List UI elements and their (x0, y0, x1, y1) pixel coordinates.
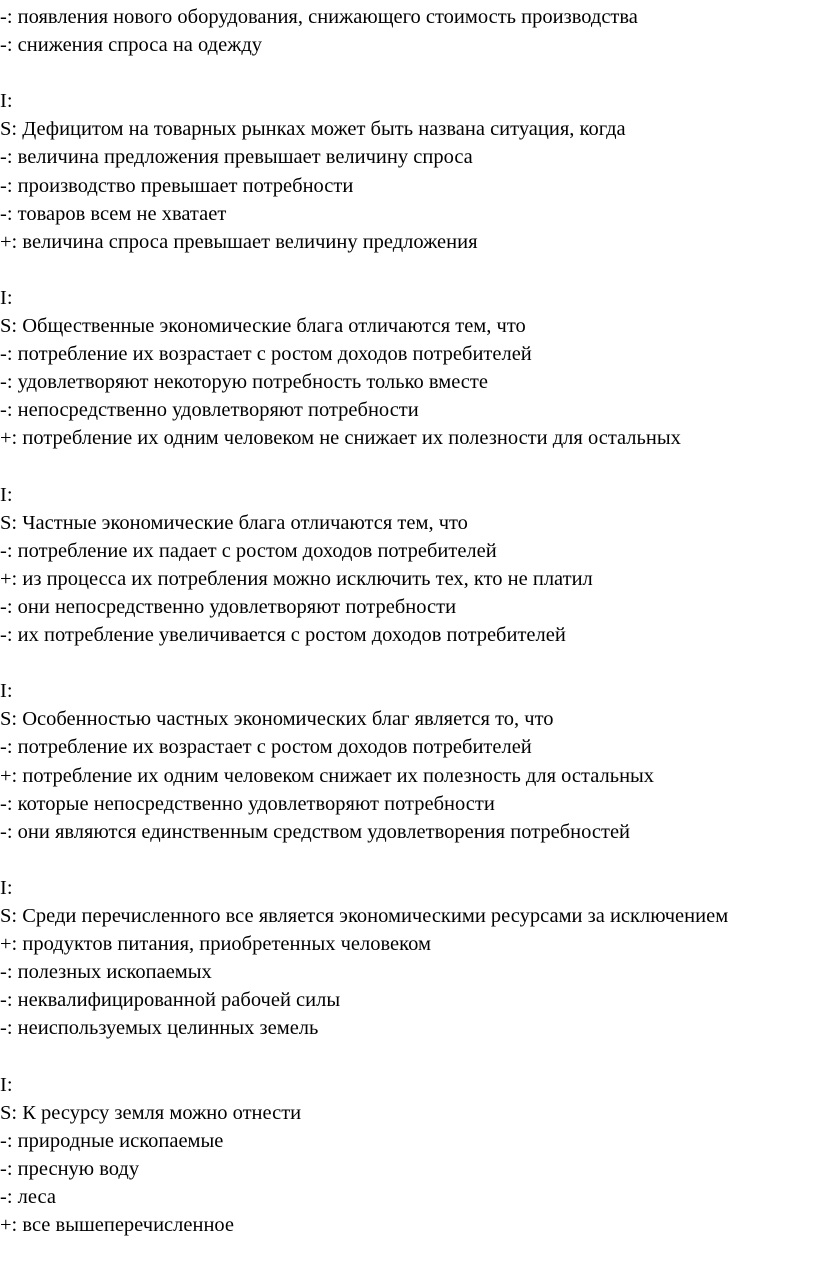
question-stem: S: Среди перечисленного все является экономическими ресурсами за исключением (0, 905, 729, 927)
answer-option: -: леса (0, 1185, 56, 1208)
blank-line (0, 846, 816, 874)
blank-line (0, 453, 816, 481)
blank-line (0, 1042, 816, 1070)
answer-option: -: потребление их возрастает с ростом доходов потребителей (0, 343, 532, 366)
intro-line: -: появления нового оборудования, снижающего стоимость производства (0, 6, 638, 28)
question-marker: I: (0, 876, 13, 899)
answer-option: +: продуктов питания, приобретенных человеком (0, 933, 431, 956)
answer-option: -: их потребление увеличивается с ростом доходов потребителей (0, 624, 566, 647)
intro-line: -: снижения спроса на одежду (0, 34, 263, 57)
answer-option: -: они являются единственным средством удовлетворения потребностей (0, 820, 631, 843)
answer-option: -: неквалифицированной рабочей силы (0, 989, 341, 1012)
document-page (0, 3, 816, 1239)
question-block (0, 284, 816, 453)
answer-option: -: неиспользуемых целинных земель (0, 1017, 319, 1040)
answer-option: -: полезных ископаемых (0, 961, 212, 984)
answer-option: -: потребление их падает с ростом доходов потребителей (0, 539, 497, 562)
blank-line (0, 59, 816, 87)
blank-line (0, 649, 816, 677)
question-marker: I: (0, 1073, 13, 1096)
question-block (0, 874, 816, 1043)
blank-line (0, 256, 816, 284)
answer-option: -: природные ископаемые (0, 1129, 224, 1152)
answer-option: -: потребление их возрастает с ростом доходов потребителей (0, 736, 532, 759)
answer-option: +: из процесса их потребления можно исключить тех, кто не платил (0, 567, 593, 590)
question-marker: I: (0, 680, 13, 703)
question-stem: S: Особенностью частных экономических благ является то, что (0, 708, 554, 731)
question-block (0, 481, 816, 650)
answer-option: +: все вышеперечисленное (0, 1214, 235, 1237)
question-marker: I: (0, 90, 13, 113)
question-block (0, 1071, 816, 1240)
question-block (0, 677, 816, 846)
answer-option: -: они непосредственно удовлетворяют потребности (0, 595, 457, 618)
question-marker: I: (0, 286, 13, 309)
answer-option: -: непосредственно удовлетворяют потребности (0, 399, 419, 422)
answer-option: -: удовлетворяют некоторую потребность только вместе (0, 371, 488, 394)
answer-option: -: товаров всем не хватает (0, 202, 227, 225)
question-stem: S: К ресурсу земля можно отнести (0, 1101, 302, 1124)
answer-option: -: величина предложения превышает величину спроса (0, 146, 473, 169)
answer-option: +: величина спроса превышает величину предложения (0, 230, 478, 253)
answer-option: +: потребление их одним человеком не снижает их полезности для остальных (0, 427, 681, 450)
question-marker: I: (0, 483, 13, 506)
question-stem: S: Общественные экономические блага отличаются тем, что (0, 315, 526, 338)
answer-option: -: производство превышает потребности (0, 174, 354, 197)
question-block (0, 87, 816, 256)
answer-option: +: потребление их одним человеком снижает их полезность для остальных (0, 764, 655, 787)
question-stem: S: Дефицитом на товарных рынках может быть названа ситуация, когда (0, 118, 626, 141)
question-stem: S: Частные экономические блага отличаются тем, что (0, 511, 468, 534)
answer-option: -: пресную воду (0, 1157, 140, 1180)
answer-option: -: которые непосредственно удовлетворяют потребности (0, 792, 495, 815)
